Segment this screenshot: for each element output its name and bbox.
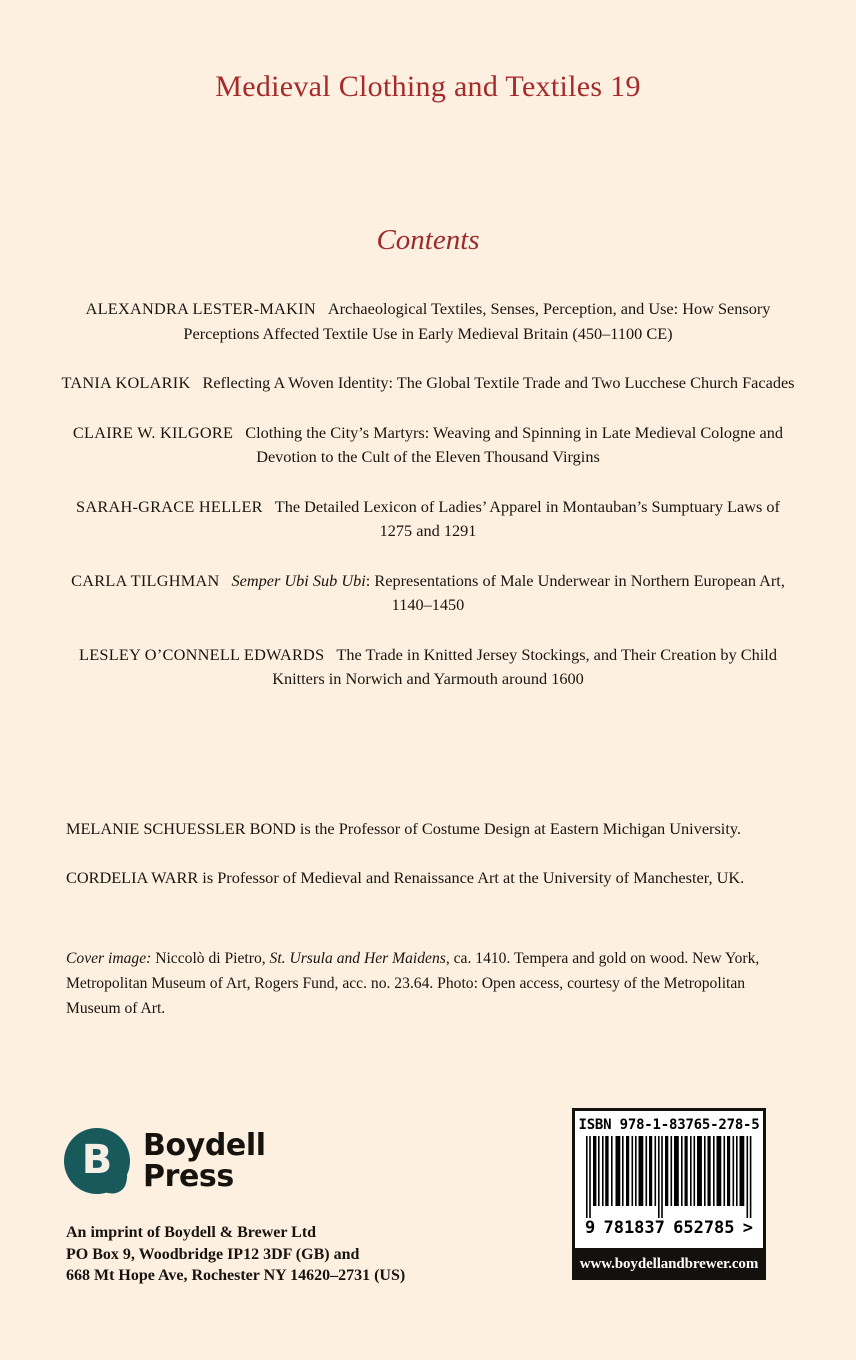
isbn-number: 978-1-83765-278-5 [619,1117,760,1133]
toc-title: The Trade in Knitted Jersey Stockings, and Their Creation by Child Knitters in Norwich and Yarmouth around 1600 [272,644,777,688]
publisher-name-line1: Boydell [143,1128,266,1163]
imprint-address [66,1222,405,1287]
isbn-label: ISBN [578,1117,612,1133]
editor-bios [66,816,766,914]
publisher-logo [64,1128,266,1194]
editor-name: CORDELIA WARR [66,868,199,887]
toc-entry [60,495,796,544]
ean-addon-marker: > [742,1218,753,1238]
toc-title: The Detailed Lexicon of Ladies’ Apparel in Montauban’s Sumptuary Laws of 1275 and 1291 [274,496,780,540]
imprint-line: An imprint of Boydell & Brewer Ltd [66,1224,317,1241]
toc-title: Reflecting A Woven Identity: The Global Textile Trade and Two Lucchese Church Facades [202,373,795,392]
toc-author: CARLA TILGHMAN [71,570,220,590]
cover-image-credit [66,946,766,1021]
cover-credit-details: , ca. 1410. Tempera and gold on wood. New York, Metropolitan Museum of Art, Rogers Fund, acc. no. 23.64. Photo: Open access, courtesy of the Metropolitan Museum of Art. [66,950,760,1017]
contents-heading: Contents [376,224,480,256]
cover-credit-artwork-title: St. Ursula and Her Maidens [269,950,446,967]
toc-author: LESLEY O’CONNELL EDWARDS [79,644,325,664]
toc-title: Archaeological Textiles, Senses, Perception, and Use: How Sensory Perceptions Affected Textile Use in Early Medieval Britain (450–1100 CE) [183,299,771,343]
editor-bio [66,816,766,841]
toc-entry [60,371,796,396]
cover-credit-label: Cover image: [66,950,152,967]
publisher-name-line2: Press [143,1159,234,1194]
logo-letter: B [81,1137,113,1183]
ean-group-1: 781837 [603,1218,665,1238]
toc-author: ALEXANDRA LESTER-MAKIN [85,299,316,318]
toc-entry [60,643,796,692]
editor-name: MELANIE SCHUESSLER BOND [66,819,296,838]
toc-entry [60,569,796,618]
toc-title: Clothing the City’s Martyrs: Weaving and Spinning in Late Medieval Cologne and Devotion to the Cult of the Eleven Thousand Virgins [245,422,784,466]
toc-entry [60,297,796,346]
book-title: Medieval Clothing and Textiles 19 [215,70,641,103]
isbn-text [578,1117,759,1133]
isbn-barcode-block [572,1108,766,1280]
toc-author: SARAH-GRACE HELLER [76,496,263,516]
editor-bio-text: is Professor of Medieval and Renaissance Art at the University of Manchester, UK. [198,868,745,887]
barcode-bars-icon [586,1136,752,1218]
toc-author: CLAIRE W. KILGORE [72,422,234,442]
publisher-website-url: www.boydellandbrewer.com [579,1255,759,1272]
ean-digits [581,1219,757,1237]
imprint-line: 668 Mt Hope Ave, Rochester NY 14620–2731 (US) [66,1267,406,1284]
contents-list [60,297,796,692]
boydell-bubble-icon [64,1128,130,1194]
imprint-line: PO Box 9, Woodbridge IP12 3DF (GB) and [66,1245,360,1263]
toc-title-italic: Semper Ubi Sub Ubi [231,570,366,590]
ean-group-2: 652785 [673,1218,735,1238]
toc-title: : Representations of Male Underwear in Northern European Art, 1140–1450 [365,570,785,614]
toc-entry [60,421,796,470]
publisher-name [143,1130,266,1192]
barcode-panel [575,1111,763,1248]
editor-bio-text: is the Professor of Costume Design at Eastern Michigan University. [295,819,742,838]
cover-credit-artist: Niccolò di Pietro, [151,950,270,967]
ean-left-digit: 9 [585,1218,596,1238]
toc-author: TANIA KOLARIK [61,373,191,392]
editor-bio [66,865,766,890]
